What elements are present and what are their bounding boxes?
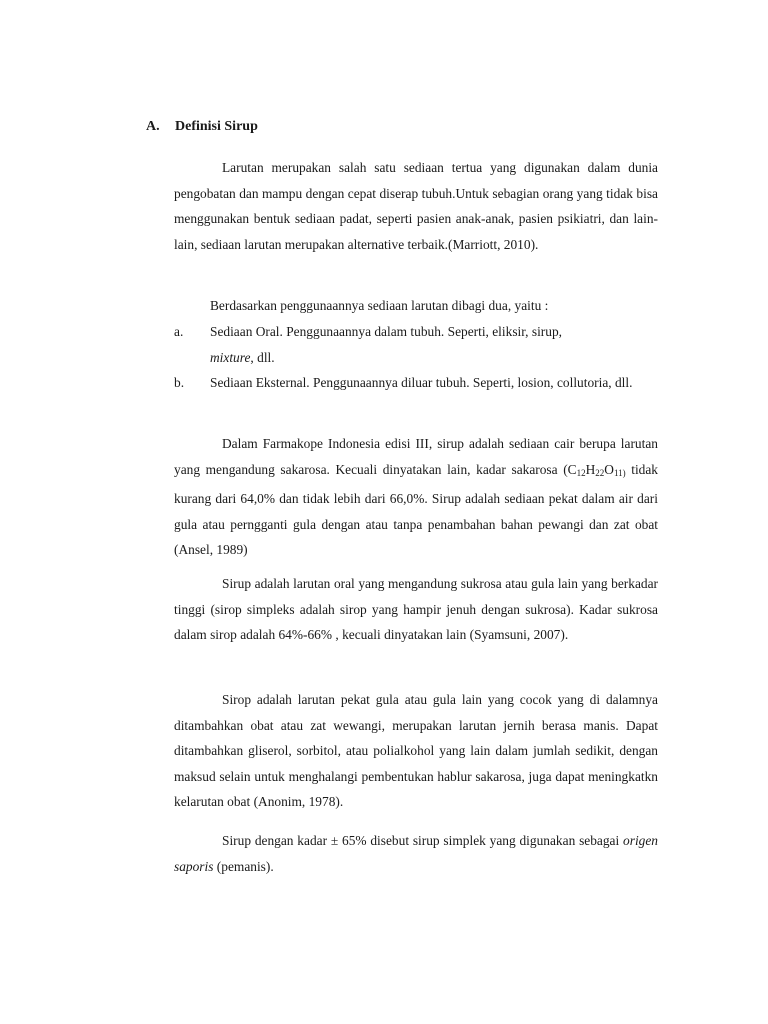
paragraph-text (174, 828, 658, 879)
list-item-a (174, 319, 658, 370)
subscript: 22 (595, 467, 605, 478)
list-marker: b. (174, 375, 185, 390)
subscript: 11) (613, 467, 626, 478)
section-letter: A. (146, 119, 160, 134)
section-heading (146, 119, 258, 135)
paragraph-text: Berdasarkan penggunaannya sediaan larutan dibagi dua, yaitu : (210, 298, 549, 313)
list-marker: a. (174, 324, 184, 339)
paragraph-5 (174, 687, 658, 815)
italic-term: mixture (210, 349, 251, 365)
paragraph-text: Sirop adalah larutan pekat gula atau gula lain yang cocok yang di dalamnya ditambahkan obat atau zat wewangi, merupakan larutan jernih berasa manis. Dapat ditambahkan gliserol, sorbitol, atau polialkohol yang lain dalam jumlah sedikit, dengan maksud selain untuk menghalangi pembentukan hablur sakarosa, juga dapat meningkatkn kelarutan obat (Anonim, 1978). (174, 692, 658, 809)
paragraph-tail: tidak kurang dari 64,0% dan tidak lebih dari 66,0%. Sirup adalah sediaan pekat dalam air dari gula atau perngganti gula dengan atau tanpa penambahan bahan pewangi dan zat obat (Ansel, 1989) (174, 461, 658, 557)
paragraph-2 (174, 293, 658, 319)
paragraph-4 (174, 571, 658, 648)
paragraph-text: Sirup adalah larutan oral yang mengandung sukrosa atau gula lain yang berkadar tinggi (sirop simpleks adalah sirop yang hampir jenuh dengan sukrosa). Kadar sukrosa dalam sirop adalah 64%-66% , kecuali dinyatakan lain (Syamsuni, 2007). (174, 576, 658, 642)
paragraph-after: (pemanis). (213, 858, 274, 874)
paragraph-3 (174, 431, 658, 563)
list-item-b (174, 370, 658, 396)
paragraph-before: Sirup dengan kadar ± 65% disebut sirup simplek yang digunakan sebagai (222, 833, 624, 848)
list-text-after: , dll. (250, 349, 275, 365)
paragraph-1 (174, 155, 658, 257)
italic-term: origen saporis (174, 833, 658, 874)
section-title: Definisi Sirup (175, 119, 258, 134)
list-item-text: Sediaan Eksternal. Penggunaannya diluar tubuh. Seperti, losion, collutoria, dll. (210, 375, 633, 390)
paragraph-6 (174, 828, 658, 879)
list-item-text (210, 319, 658, 370)
formula-element: O (604, 461, 614, 477)
paragraph-text: Larutan merupakan salah satu sediaan tertua yang digunakan dalam dunia pengobatan dan mampu dengan cepat diserap tubuh.Untuk sebagian orang yang tidak bisa menggunakan bentuk sediaan padat, seperti pasien anak-anak, pasien psikiatri, dan lain-lain, sediaan larutan merupakan alternative terbaik.(Marriott, 2010). (174, 160, 658, 252)
formula-element: H (585, 461, 596, 477)
paragraph-text (174, 431, 658, 563)
list-text-before: Sediaan Oral. Penggunaannya dalam tubuh. Seperti, eliksir, sirup, (210, 324, 563, 339)
paragraph-lead: Dalam Farmakope Indonesia edisi III, sirup adalah sediaan cair berupa larutan yang mengandung sakarosa. Kecuali dinyatakan lain, kadar sakarosa (C (174, 436, 658, 477)
subscript: 12 (576, 467, 586, 478)
